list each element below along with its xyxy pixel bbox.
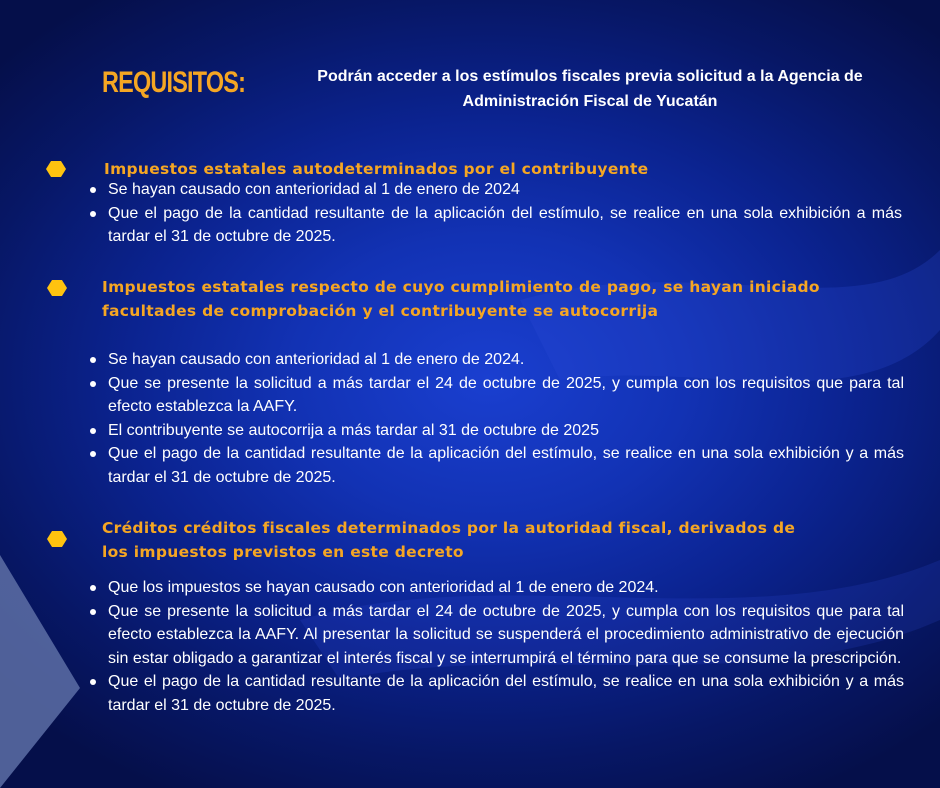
list-item: Que se presente la solicitud a más tardar el 24 de octubre de 2025, y cumpla con los requisitos que para tal efecto establezca la AAFY. Al presentar la solicitud se suspenderá el procedimiento administrativo de ejecución sin estar obligado a garantizar el interés fiscal y se interrumpirá el término para que se consume la prescripción. <box>86 600 904 671</box>
list-item: Se hayan causado con anterioridad al 1 de enero de 2024 <box>86 178 902 202</box>
page-title: REQUISITOS: <box>102 66 246 99</box>
section-heading: Impuestos estatales respecto de cuyo cumplimiento de pago, se hayan iniciado facultades de comprobación y el contribuyente se autocorrija <box>102 278 820 320</box>
list-item: Que el pago de la cantidad resultante de la aplicación del estímulo, se realice en una sola exhibición y a más tardar el 31 de octubre de 2025. <box>86 670 904 717</box>
list-item: Que el pago de la cantidad resultante de la aplicación del estímulo, se realice en una sola exhibición y a más tardar el 31 de octubre de 2025. <box>86 442 904 489</box>
list-item: Que los impuestos se hayan causado con anterioridad al 1 de enero de 2024. <box>86 576 904 600</box>
list-item: Que se presente la solicitud a más tardar el 24 de octubre de 2025, y cumpla con los requisitos que para tal efecto establezca la AAFY. <box>86 372 904 419</box>
requirements-list <box>86 348 904 489</box>
page-subtitle: Podrán acceder a los estímulos fiscales previa solicitud a la Agencia de Administración Fiscal de Yucatán <box>317 68 863 110</box>
list-item: El contribuyente se autocorrija a más tardar al 31 de octubre de 2025 <box>86 419 904 443</box>
list-item: Que el pago de la cantidad resultante de la aplicación del estímulo, se realice en una sola exhibición a más tardar el 31 de octubre de 2025. <box>86 202 902 249</box>
section-heading: Impuestos estatales autodeterminados por el contribuyente <box>104 160 649 178</box>
decorative-chevron-shape <box>0 545 90 788</box>
requirements-list <box>86 576 904 717</box>
requirements-list <box>86 178 902 249</box>
section-heading: Créditos créditos fiscales determinados por la autoridad fiscal, derivados de los impuestos previstos en este decreto <box>102 519 796 561</box>
list-item: Se hayan causado con anterioridad al 1 de enero de 2024. <box>86 348 904 372</box>
